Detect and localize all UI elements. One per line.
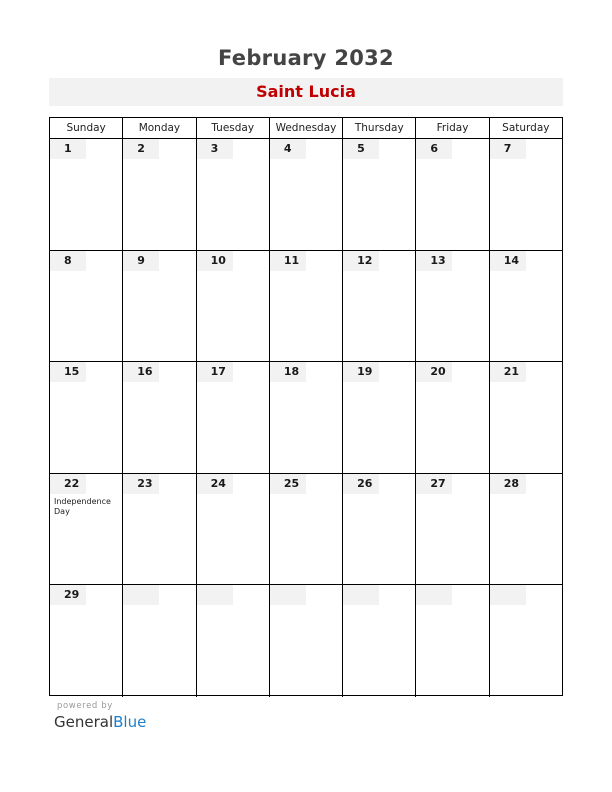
day-cell bbox=[415, 474, 488, 585]
day-cell bbox=[196, 474, 269, 585]
brand-blue: Blue bbox=[113, 713, 147, 731]
day-number: 29 bbox=[50, 585, 86, 605]
day-cell bbox=[342, 362, 415, 473]
day-cell bbox=[50, 139, 122, 250]
day-cell bbox=[196, 362, 269, 473]
day-cell bbox=[415, 139, 488, 250]
day-number: 15 bbox=[50, 362, 86, 382]
country-name: Saint Lucia bbox=[49, 78, 563, 106]
day-number: 14 bbox=[490, 251, 526, 271]
day-number-empty bbox=[270, 585, 306, 605]
day-number: 3 bbox=[197, 139, 233, 159]
day-cell bbox=[196, 139, 269, 250]
day-number: 5 bbox=[343, 139, 379, 159]
day-number: 27 bbox=[416, 474, 452, 494]
day-number: 17 bbox=[197, 362, 233, 382]
day-number: 4 bbox=[270, 139, 306, 159]
day-number: 7 bbox=[490, 139, 526, 159]
day-number: 25 bbox=[270, 474, 306, 494]
day-number: 9 bbox=[123, 251, 159, 271]
day-number: 12 bbox=[343, 251, 379, 271]
day-number: 18 bbox=[270, 362, 306, 382]
day-cell bbox=[269, 362, 342, 473]
day-number: 22 bbox=[50, 474, 86, 494]
day-cell bbox=[489, 585, 562, 697]
day-cell bbox=[50, 585, 122, 697]
day-cell bbox=[122, 474, 195, 585]
day-cell bbox=[269, 251, 342, 362]
powered-by-text: powered by bbox=[57, 701, 113, 711]
day-number-empty bbox=[343, 585, 379, 605]
day-number: 8 bbox=[50, 251, 86, 271]
day-cell bbox=[269, 585, 342, 697]
day-cell bbox=[50, 362, 122, 473]
weekday-header-saturday: Saturday bbox=[489, 118, 562, 138]
day-cell bbox=[415, 362, 488, 473]
weekday-header-tuesday: Tuesday bbox=[196, 118, 269, 138]
day-cell bbox=[196, 251, 269, 362]
day-number: 6 bbox=[416, 139, 452, 159]
day-number: 16 bbox=[123, 362, 159, 382]
day-number-empty bbox=[123, 585, 159, 605]
weekday-header-wednesday: Wednesday bbox=[269, 118, 342, 138]
day-cell bbox=[269, 474, 342, 585]
day-cell bbox=[122, 362, 195, 473]
day-number: 19 bbox=[343, 362, 379, 382]
weekday-header-sunday: Sunday bbox=[66, 122, 106, 134]
day-cell bbox=[489, 139, 562, 250]
day-cell bbox=[342, 139, 415, 250]
day-number: 24 bbox=[197, 474, 233, 494]
day-cell bbox=[269, 139, 342, 250]
calendar-grid bbox=[49, 117, 563, 696]
day-cell bbox=[415, 251, 488, 362]
day-cell bbox=[342, 585, 415, 697]
holiday-label: Independence Day bbox=[54, 496, 111, 516]
day-number-empty bbox=[416, 585, 452, 605]
week-row-5 bbox=[50, 585, 562, 697]
day-number: 10 bbox=[197, 251, 233, 271]
day-number: 26 bbox=[343, 474, 379, 494]
day-cell bbox=[196, 585, 269, 697]
day-cell bbox=[50, 474, 122, 585]
day-cell bbox=[489, 251, 562, 362]
brand-general: General bbox=[54, 713, 114, 731]
weekday-header-friday: Friday bbox=[415, 118, 488, 138]
day-cell bbox=[415, 585, 488, 697]
day-cell bbox=[489, 474, 562, 585]
day-cell bbox=[342, 474, 415, 585]
day-number: 11 bbox=[270, 251, 306, 271]
day-number: 2 bbox=[123, 139, 159, 159]
week-row-1 bbox=[50, 139, 562, 251]
day-cell bbox=[122, 139, 195, 250]
day-number: 28 bbox=[490, 474, 526, 494]
week-row-2 bbox=[50, 251, 562, 363]
day-number: 21 bbox=[490, 362, 526, 382]
day-cell bbox=[122, 585, 195, 697]
weekday-header-monday: Monday bbox=[122, 118, 195, 138]
day-cell bbox=[489, 362, 562, 473]
week-row-3 bbox=[50, 362, 562, 474]
day-number: 1 bbox=[50, 139, 86, 159]
day-number: 13 bbox=[416, 251, 452, 271]
brand-logo[interactable] bbox=[54, 713, 146, 731]
day-cell bbox=[342, 251, 415, 362]
weekday-header-thursday: Thursday bbox=[342, 118, 415, 138]
weekday-header-row bbox=[50, 118, 562, 139]
day-number: 23 bbox=[123, 474, 159, 494]
day-number: 20 bbox=[416, 362, 452, 382]
page-title: February 2032 bbox=[218, 46, 394, 70]
day-cell bbox=[122, 251, 195, 362]
day-number-empty bbox=[490, 585, 526, 605]
week-row-4 bbox=[50, 474, 562, 586]
day-number-empty bbox=[197, 585, 233, 605]
day-cell bbox=[50, 251, 122, 362]
